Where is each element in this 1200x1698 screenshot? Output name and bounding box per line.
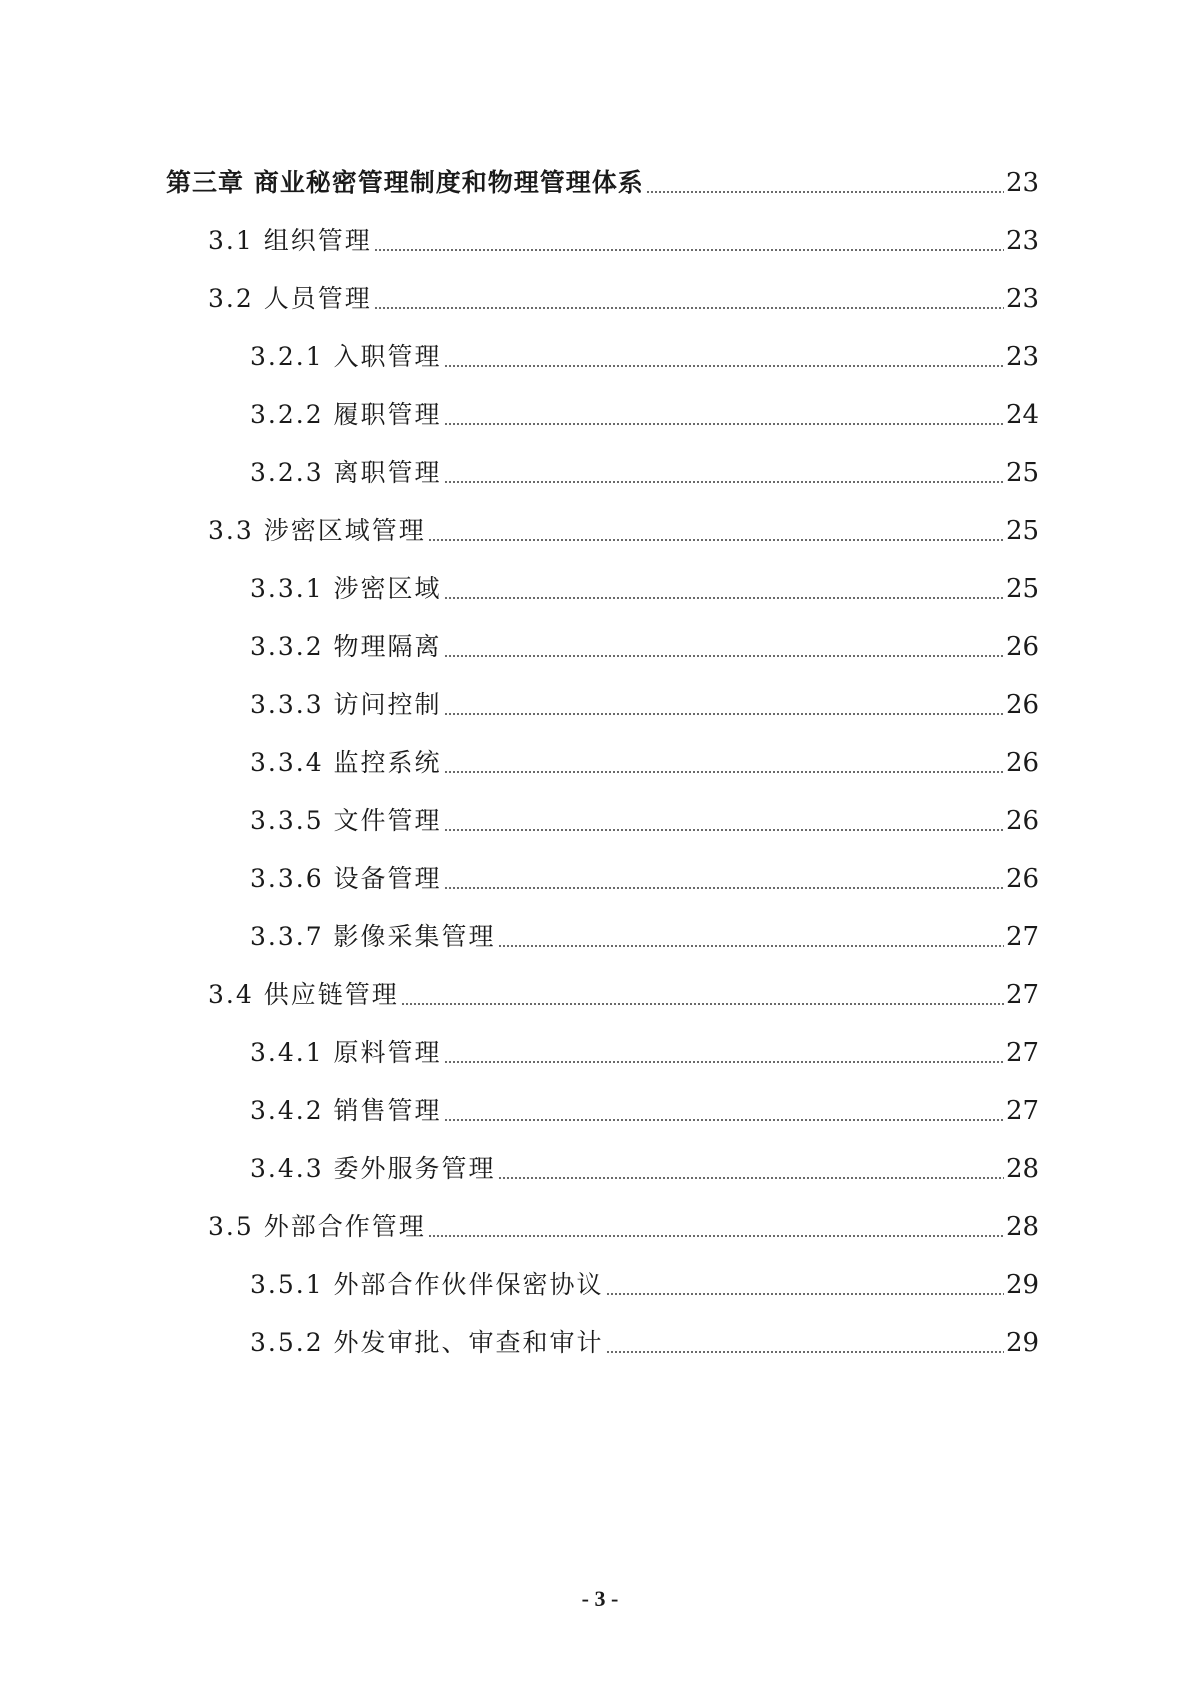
toc-entry-page: 24 (1006, 400, 1040, 430)
toc-entry-title: 3.3.4 监控系统 (250, 748, 442, 777)
toc-entry-title: 3.3.2 物理隔离 (250, 632, 442, 661)
dot-leader (444, 887, 1004, 889)
dot-leader (444, 713, 1004, 715)
dot-leader (444, 481, 1004, 483)
dot-leader (444, 771, 1004, 773)
dot-leader (401, 1003, 1004, 1005)
toc-entry-page: 27 (1006, 1096, 1040, 1126)
toc-entry[interactable] (0, 685, 1200, 725)
toc-entry-title: 3.3.3 访问控制 (250, 690, 442, 719)
toc-entry[interactable] (0, 453, 1200, 493)
toc-entry[interactable] (0, 1265, 1200, 1305)
toc-entry-page: 28 (1006, 1212, 1040, 1242)
dot-leader (498, 1177, 1004, 1179)
toc-entry-title: 3.1 组织管理 (208, 226, 372, 255)
toc-entry-page: 23 (1006, 168, 1040, 198)
toc-entry-title: 3.4.3 委外服务管理 (250, 1154, 496, 1183)
dot-leader (374, 307, 1004, 309)
toc-entry-title: 3.3.5 文件管理 (250, 806, 442, 835)
toc-entry[interactable] (0, 279, 1200, 319)
toc-entry[interactable] (0, 395, 1200, 435)
toc-entry[interactable] (0, 1091, 1200, 1131)
toc-entry-title: 3.2.1 入职管理 (250, 342, 442, 371)
dot-leader (444, 423, 1004, 425)
toc-entry-title: 3.3.1 涉密区域 (250, 574, 442, 603)
toc-entry-page: 23 (1006, 226, 1040, 256)
toc-entry[interactable] (0, 1149, 1200, 1189)
toc-entry-page: 23 (1006, 342, 1040, 372)
toc-entry-title: 3.2.2 履职管理 (250, 400, 442, 429)
dot-leader (428, 539, 1004, 541)
toc-entry-title: 3.2 人员管理 (208, 284, 372, 313)
toc-entry[interactable] (0, 569, 1200, 609)
dot-leader (606, 1293, 1004, 1295)
dot-leader (498, 945, 1004, 947)
toc-entry-title: 3.5.1 外部合作伙伴保密协议 (250, 1270, 604, 1299)
dot-leader (444, 829, 1004, 831)
dot-leader (428, 1235, 1004, 1237)
toc-entry-title: 3.5.2 外发审批、审查和审计 (250, 1328, 604, 1357)
toc-entry-page: 25 (1006, 458, 1040, 488)
toc-entry[interactable] (0, 917, 1200, 957)
dot-leader (444, 597, 1004, 599)
toc-entry-page: 26 (1006, 864, 1040, 894)
toc-entry-title: 3.3.7 影像采集管理 (250, 922, 496, 951)
toc-entry-page: 27 (1006, 922, 1040, 952)
toc-entry-page: 25 (1006, 516, 1040, 546)
toc-entry-page: 26 (1006, 632, 1040, 662)
toc-entry-page: 27 (1006, 980, 1040, 1010)
toc-entry[interactable] (0, 1033, 1200, 1073)
toc-entry-page: 27 (1006, 1038, 1040, 1068)
toc-entry[interactable] (0, 337, 1200, 377)
dot-leader (444, 1119, 1004, 1121)
toc-entry-title: 3.5 外部合作管理 (208, 1212, 426, 1241)
toc-entry[interactable] (0, 743, 1200, 783)
toc-entry-page: 26 (1006, 806, 1040, 836)
toc-entry-title: 3.4.2 销售管理 (250, 1096, 442, 1125)
dot-leader (646, 191, 1004, 193)
toc-entry-title: 3.4 供应链管理 (208, 980, 399, 1009)
toc-entry-page: 26 (1006, 690, 1040, 720)
dot-leader (374, 249, 1004, 251)
toc-entry-title: 3.2.3 离职管理 (250, 458, 442, 487)
dot-leader (444, 365, 1004, 367)
toc-entry-title: 3.4.1 原料管理 (250, 1038, 442, 1067)
page-number: - 3 - (581, 1586, 619, 1611)
toc-entry-page: 25 (1006, 574, 1040, 604)
toc-entry[interactable] (0, 1323, 1200, 1363)
toc-entry-title: 3.3.6 设备管理 (250, 864, 442, 893)
toc-entry-page: 29 (1006, 1270, 1040, 1300)
toc-entry[interactable] (0, 221, 1200, 261)
toc-entry[interactable] (0, 511, 1200, 551)
toc-entry[interactable] (0, 859, 1200, 899)
dot-leader (444, 1061, 1004, 1063)
dot-leader (444, 655, 1004, 657)
dot-leader (606, 1351, 1004, 1353)
toc-entry-chapter-3[interactable] (0, 163, 1200, 203)
toc-entry-page: 28 (1006, 1154, 1040, 1184)
toc-entry-title: 第三章 商业秘密管理制度和物理管理体系 (166, 168, 644, 197)
toc-entry[interactable] (0, 1207, 1200, 1247)
toc-entry-page: 29 (1006, 1328, 1040, 1358)
toc-entry-page: 23 (1006, 284, 1040, 314)
toc-entry-title: 3.3 涉密区域管理 (208, 516, 426, 545)
toc-entry[interactable] (0, 627, 1200, 667)
toc-entry[interactable] (0, 975, 1200, 1015)
toc-entry-page: 26 (1006, 748, 1040, 778)
toc-entry[interactable] (0, 801, 1200, 841)
